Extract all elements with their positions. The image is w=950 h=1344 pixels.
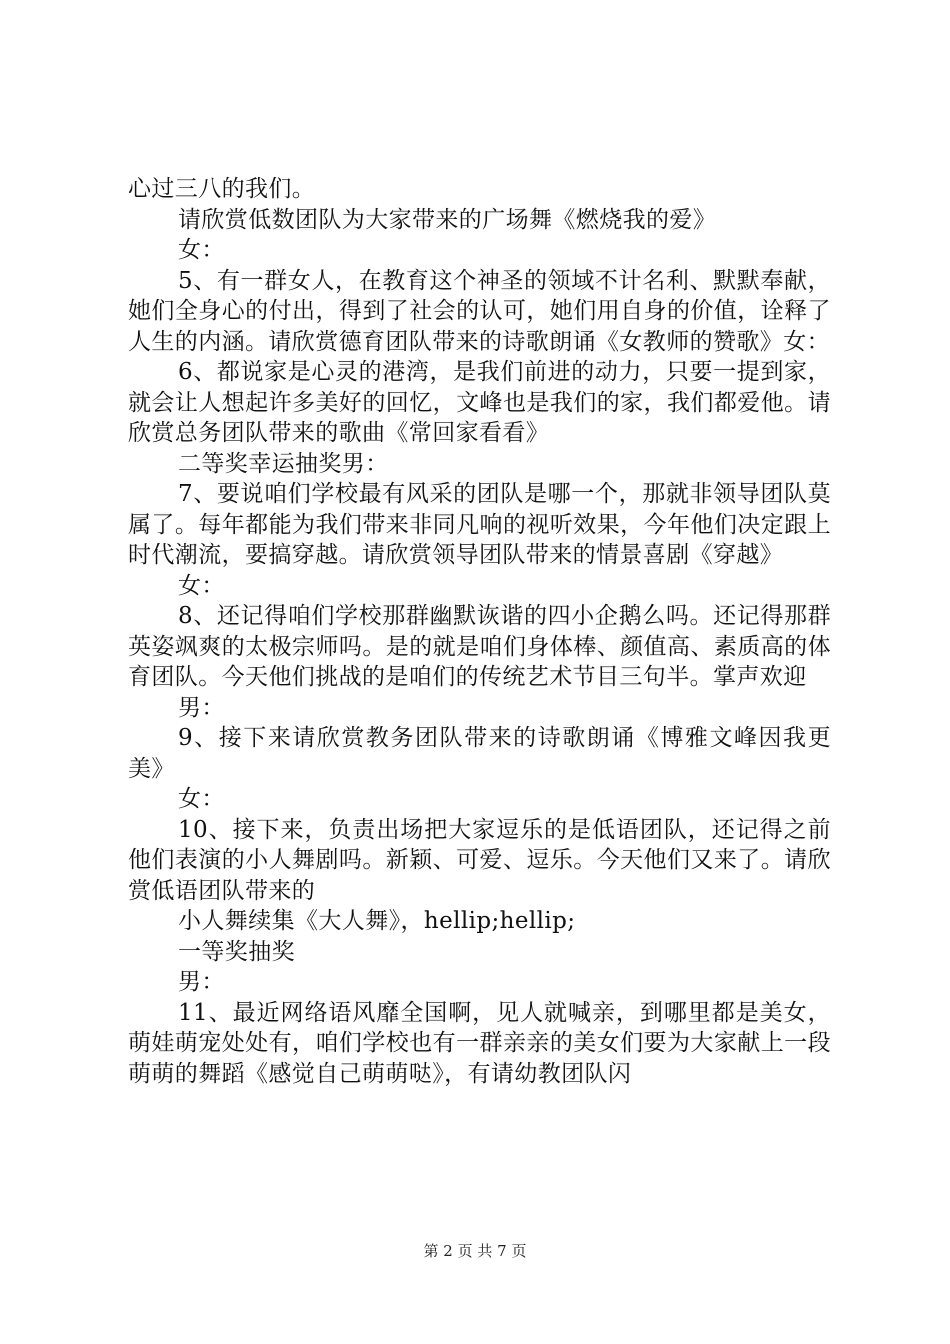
paragraph: 女：	[178, 786, 225, 812]
paragraph: 男：	[178, 694, 225, 721]
paragraph: 一等奖抽奖	[178, 938, 295, 965]
paragraph: 11、最近网络语风靡全国啊，见人就喊亲，到哪里都是美女，萌娃萌宠处处有，咱们学校也有一群亲亲的美女们要为大家献上一段萌萌的舞蹈《感觉自己萌萌哒》，有请幼教团队闪	[128, 999, 831, 1087]
paragraph: 女：	[178, 572, 225, 599]
paragraph: 8、还记得咱们学校那群幽默诙谐的四小企鹅么吗。还记得那群英姿飒爽的太极宗师吗。是的就是咱们身体棒、颜值高、素质高的体育团队。今天他们挑战的是咱们的传统艺术节目三句半。掌声欢迎	[128, 603, 831, 690]
paragraph: 6、都说家是心灵的港湾，是我们前进的动力，只要一提到家，就会让人想起许多美好的回忆，文峰也是我们的家，我们都爱他。请欣赏总务团队带来的歌曲《常回家看看》	[128, 359, 831, 446]
paragraph: 二等奖幸运抽奖男：	[178, 450, 389, 477]
page-footer: 第 2 页 共 7 页	[423, 1242, 527, 1260]
paragraph: 女：	[178, 237, 225, 263]
paragraph: 9、接下来请欣赏教务团队带来的诗歌朗诵《博雅文峰因我更美》	[128, 725, 831, 782]
document-body	[128, 174, 831, 1089]
paragraph: 7、要说咱们学校最有风采的团队是哪一个，那就非领导团队莫属了。每年都能为我们带来非同凡响的视听效果，今年他们决定跟上时代潮流，要搞穿越。请欣赏领导团队带来的情景喜剧《穿越》	[128, 481, 831, 568]
paragraph: 5、有一群女人，在教育这个神圣的领域不计名利、默默奉献，她们全身心的付出，得到了社会的认可，她们用自身的价值，诠释了人生的内涵。请欣赏德育团队带来的诗歌朗诵《女教师的赞歌》女：	[128, 267, 831, 355]
paragraph: 10、接下来，负责出场把大家逗乐的是低语团队，还记得之前他们表演的小人舞剧吗。新颖、可爱、逗乐。今天他们又来了。请欣赏低语团队带来的	[128, 816, 831, 904]
paragraph: 小人舞续集《大人舞》，hellip;hellip;	[178, 908, 576, 934]
paragraph: 请欣赏低数团队为大家带来的广场舞《燃烧我的爱》	[178, 206, 717, 233]
paragraph: 男：	[178, 969, 225, 995]
paragraph: 心过三八的我们。	[128, 176, 316, 202]
